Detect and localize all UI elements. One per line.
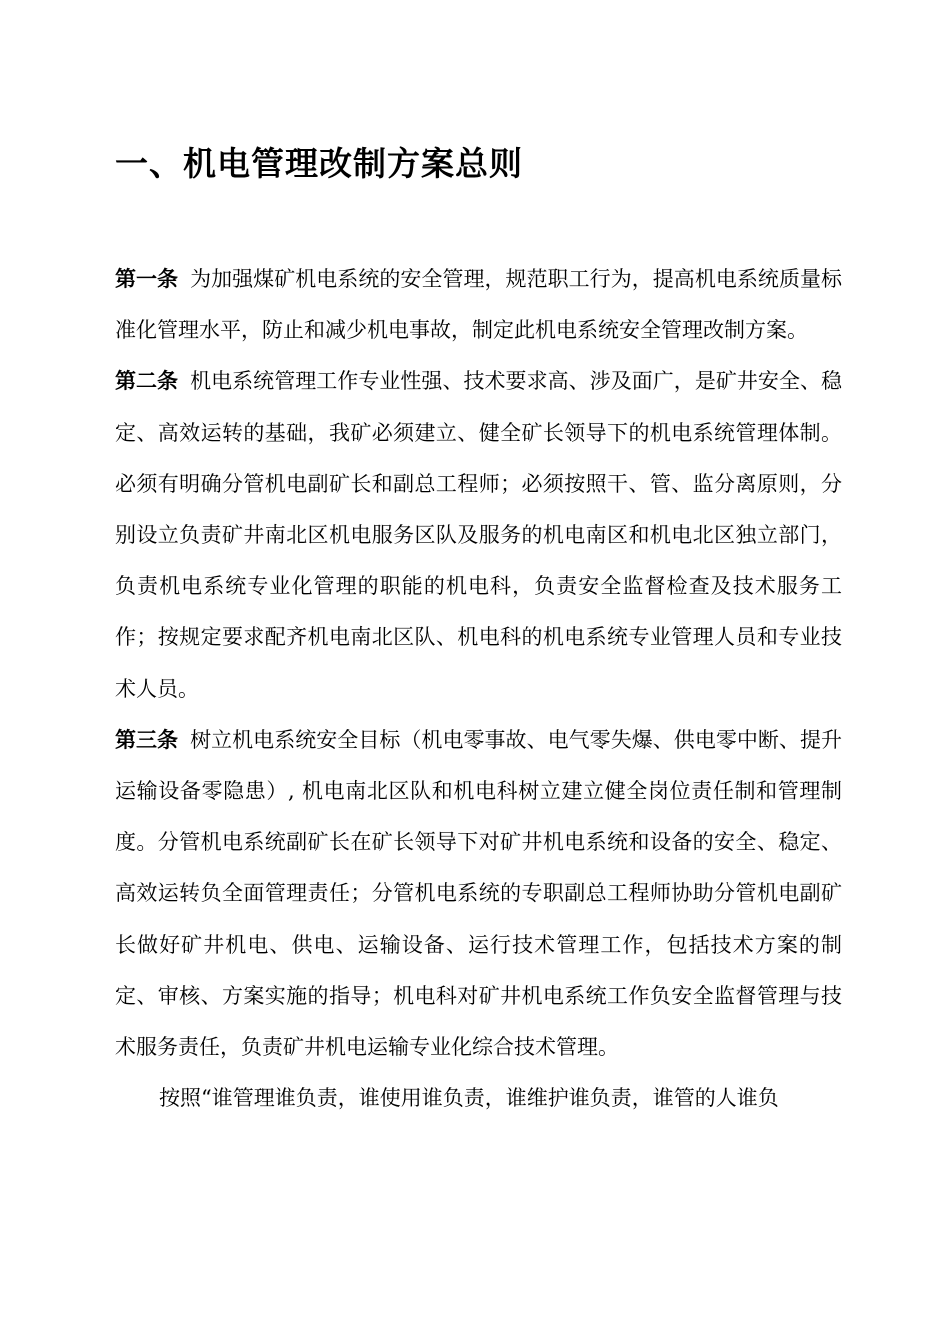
article-3-paragraph — [115, 715, 842, 1073]
article-1-label: 第一条 — [115, 267, 179, 291]
article-1-paragraph — [115, 254, 842, 356]
article-3-text: 树立机电系统安全目标（机电零事故、电气零失爆、供电零中断、提升运输设备零隐患）, 机电南北区队和机电科树立建立健全岗位责任制和管理制度。分管机电系统副矿长在矿长领导下对矿井机电系统和设备的安全、稳定、高效运转负全面管理责任；分管机电系统的专职副总工程师协助分管机电副矿长做好矿井机电、供电、运输设备、运行技术管理工作，包括技术方案的制定、审核、方案实施的指导；机电科对矿井机电系统工作负安全监督管理与技术服务责任，负责矿井机电运输专业化综合技术管理。 — [115, 727, 843, 1060]
continuation-paragraph: 按照“谁管理谁负责，谁使用谁负责，谁维护谁负责，谁管的人谁负 — [159, 1086, 779, 1111]
article-2-text: 机电系统管理工作专业性强、技术要求高、涉及面广，是矿井安全、稳定、高效运转的基础，我矿必须建立、健全矿长领导下的机电系统管理体制。必须有明确分管机电副矿长和副总工程师；必须按照干、管、监分离原则，分别设立负责矿井南北区机电服务区队及服务的机电南区和机电北区独立部门，负责机电系统专业化管理的职能的机电科，负责安全监督检查及技术服务工作；按规定要求配齐机电南北区队、机电科的机电系统专业管理人员和专业技术人员。 — [115, 369, 843, 701]
article-2-label: 第二条 — [115, 369, 179, 394]
article-2-paragraph — [115, 356, 842, 714]
article-3-label: 第三条 — [115, 727, 179, 752]
document-body — [115, 254, 842, 1124]
document-title: 一、机电管理改制方案总则 — [115, 144, 523, 183]
article-1-text: 为加强煤矿机电系统的安全管理，规范职工行为，提高机电系统质量标准化管理水平，防止和减少机电事故，制定此机电系统安全管理改制方案。 — [115, 267, 843, 343]
